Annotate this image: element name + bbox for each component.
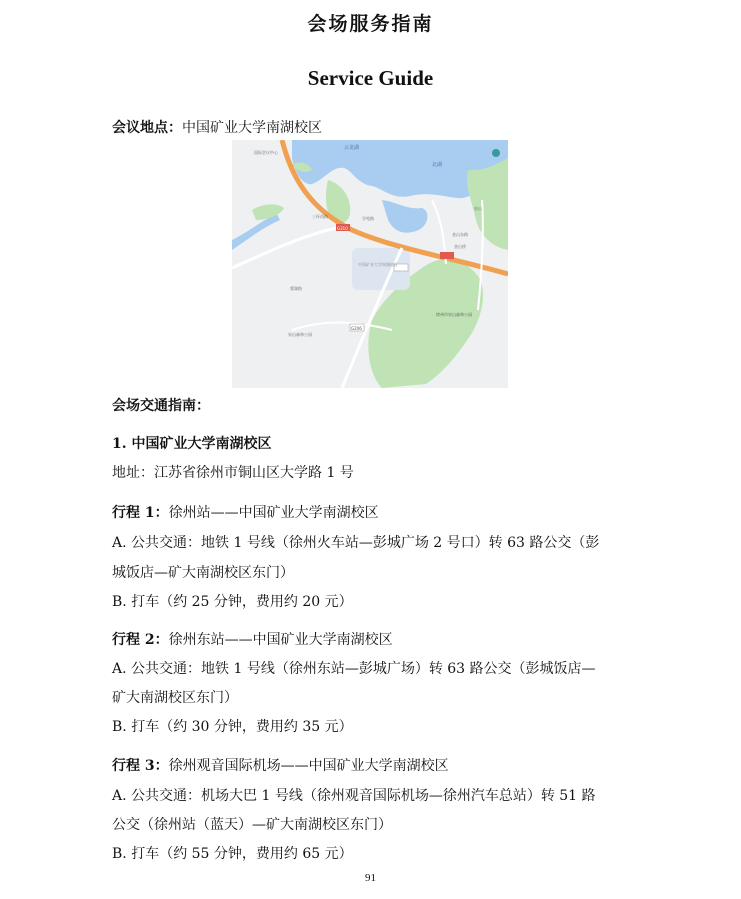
guide-heading: 会场交通指南： xyxy=(112,398,210,414)
map-label-center: 国际会议中心 xyxy=(254,150,278,155)
map-label-campus: 中国矿业大学南湖校区 xyxy=(358,262,398,267)
route-2-line xyxy=(112,630,632,650)
route-1-a-line-2: 城饭店—矿大南湖校区东门） xyxy=(112,565,294,581)
route-2-a-line-1: A. 公共交通：地铁 1 号线（徐州东站—彭城广场）转 63 路公交（彭城饭店— xyxy=(112,661,596,677)
campus-map[interactable] xyxy=(232,140,508,388)
route-3-a-line-1: A. 公共交通：机场大巴 1 号线（徐州观音国际机场—徐州汽车总站）转 51 路 xyxy=(112,788,596,804)
page-number: 91 xyxy=(365,872,376,884)
map-label-ring: 三环西路 xyxy=(312,214,328,219)
section-heading: 1. 中国矿业大学南湖校区 xyxy=(112,436,272,452)
map-label-g310: G310 xyxy=(337,226,348,231)
route-1-a-line-1: A. 公共交通：地铁 1 号线（徐州火车站—彭城广场 2 号口）转 63 路公交（彭 xyxy=(112,535,600,551)
route-3-a-line-2: 公交（徐州站（蓝天）—矿大南湖校区东门） xyxy=(112,817,392,833)
map-label-forest-park: 徐州市泉山森林公园 xyxy=(436,312,472,317)
route-2-a-line-2: 矿大南湖校区东门） xyxy=(112,690,238,706)
route-3-b-line: B. 打车（约 55 分钟，费用约 65 元） xyxy=(112,846,353,862)
map-graphic xyxy=(232,140,508,388)
map-label-lake: 云龙湖 xyxy=(344,145,360,151)
route-3-label: 行程 3： xyxy=(112,758,169,774)
map-label-quanshan: 泉山 xyxy=(474,206,482,211)
route-3-line xyxy=(112,756,632,776)
route-1-b-line: B. 打车（约 25 分钟，费用约 20 元） xyxy=(112,594,353,610)
venue-value: 中国矿业大学南湖校区 xyxy=(182,120,322,136)
map-label-xueyuan: 学苑路 xyxy=(362,216,374,221)
route-shield-4 xyxy=(440,252,454,259)
map-label-forest: 泉山森林公园 xyxy=(288,332,312,337)
route-1-line xyxy=(112,503,632,523)
route-1-route: 徐州站——中国矿业大学南湖校区 xyxy=(168,505,379,521)
venue-label: 会议地点： xyxy=(112,120,182,136)
route-3-route: 徐州观音国际机场——中国矿业大学南湖校区 xyxy=(168,758,449,774)
map-label-zhaihu: 翟湖路 xyxy=(290,286,302,291)
route-2-label: 行程 2： xyxy=(112,632,169,648)
route-1-label: 行程 1： xyxy=(112,505,169,521)
page-title-en: Service Guide xyxy=(307,66,434,90)
venue-line xyxy=(112,118,632,138)
route-2-b-line: B. 打车（约 30 分钟，费用约 35 元） xyxy=(112,719,353,735)
page-title-cn: 会场服务指南 xyxy=(307,13,434,35)
map-label-jinshan-road: 金山东路 xyxy=(452,232,468,237)
route-2-route: 徐州东站——中国矿业大学南湖校区 xyxy=(168,632,393,648)
map-label-g206: G206 xyxy=(351,326,362,331)
map-location-icon xyxy=(492,149,500,157)
section-address: 地址：江苏省徐州市铜山区大学路 1 号 xyxy=(112,465,354,481)
map-label-jinshanqiao: 金山桥 xyxy=(454,244,466,249)
map-label-north-lake: 北湖 xyxy=(432,162,443,168)
